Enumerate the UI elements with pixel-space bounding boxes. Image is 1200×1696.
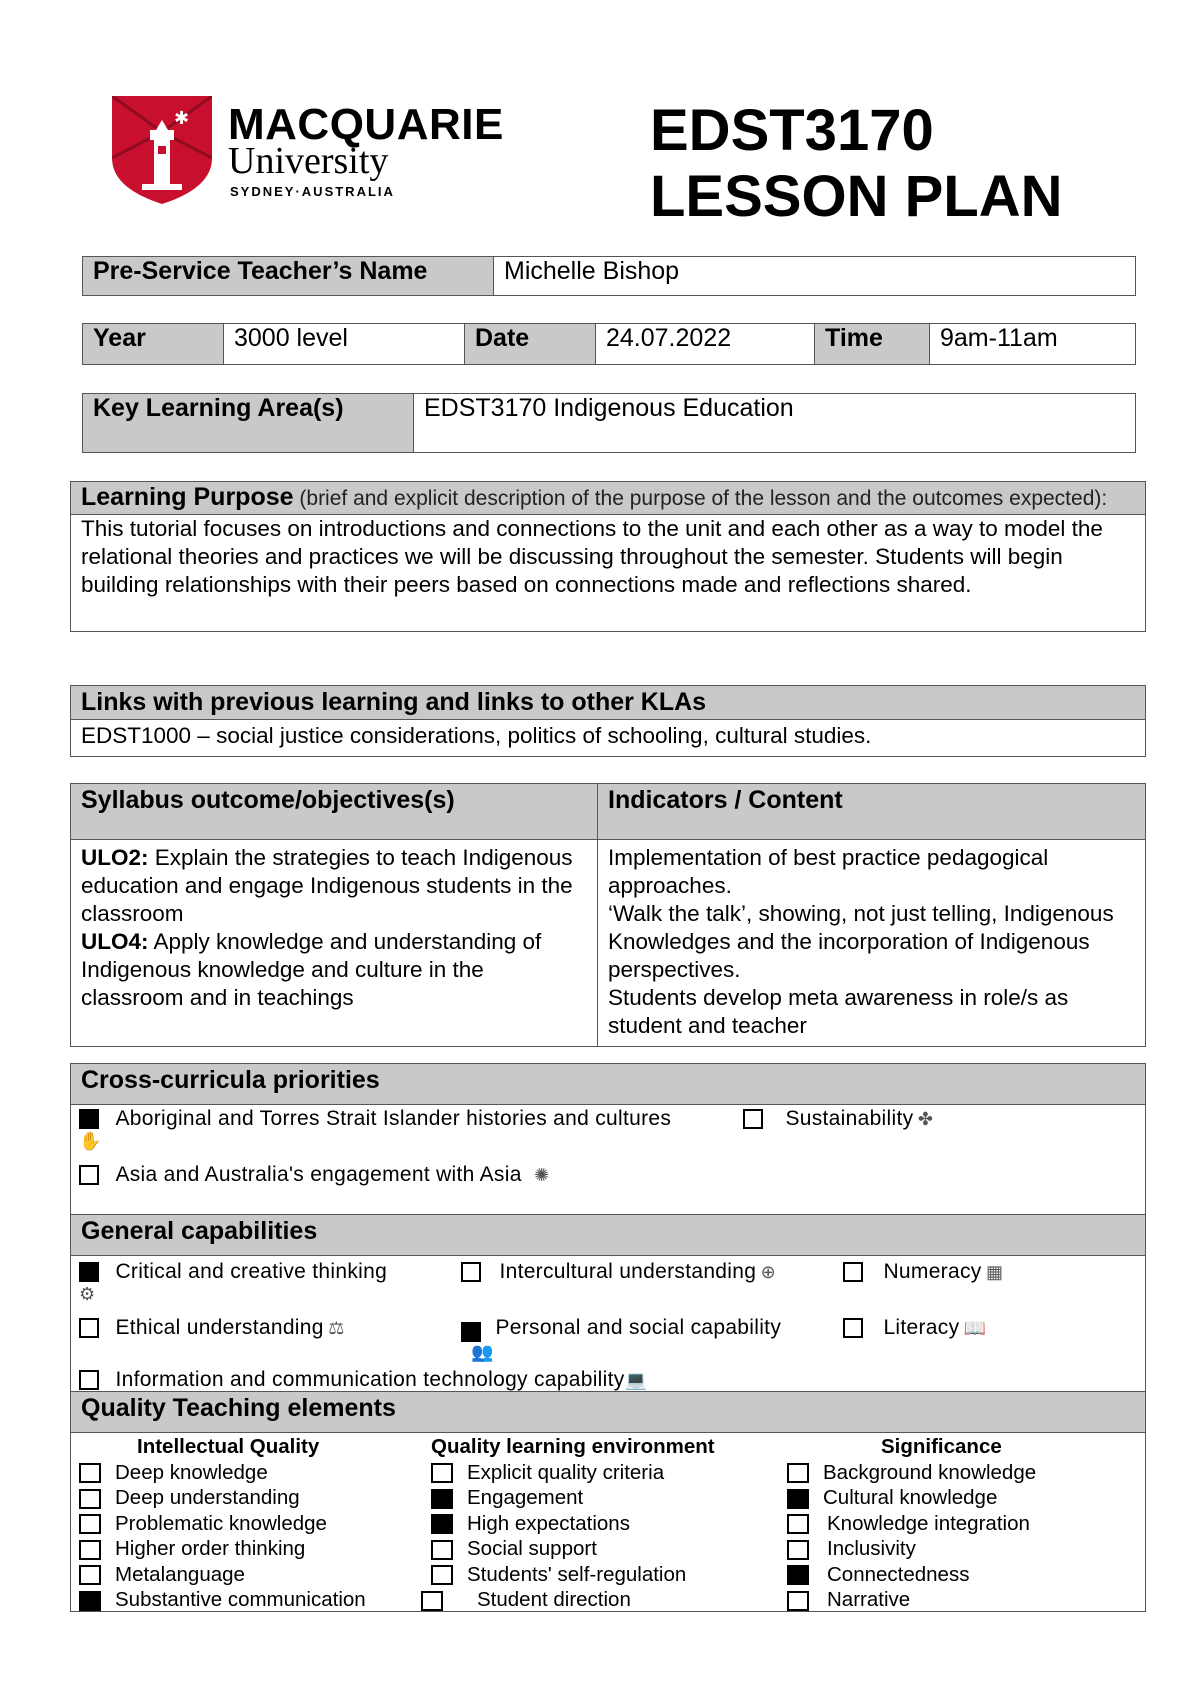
gc-label: Information and communication technology capability [115, 1368, 625, 1391]
checkbox[interactable] [787, 1591, 809, 1611]
qt-label: Problematic knowledge [115, 1511, 327, 1535]
checkbox[interactable] [461, 1262, 481, 1282]
checkbox[interactable] [843, 1318, 863, 1338]
gc-label: Critical and creative thinking [115, 1260, 388, 1283]
qt-item [787, 1562, 1036, 1588]
title-line-1: EDST3170 [650, 98, 934, 163]
checkbox-checked[interactable] [79, 1262, 99, 1282]
qt-label: Background knowledge [823, 1460, 1037, 1484]
qt-item [787, 1587, 1036, 1613]
qt-label: High expectations [467, 1511, 630, 1535]
qt-label: Metalanguage [115, 1562, 245, 1586]
checkbox[interactable] [79, 1165, 99, 1185]
indicators-heading: Indicators / Content [598, 784, 1146, 840]
laptop-icon: 💻 [624, 1369, 647, 1390]
qt-item [79, 1587, 366, 1613]
teacher-label: Pre-Service Teacher’s Name [83, 257, 494, 296]
people-icon: 👥 [471, 1342, 494, 1362]
checkbox[interactable] [431, 1565, 453, 1585]
checkbox[interactable] [79, 1370, 99, 1390]
kla-label: Key Learning Area(s) [83, 394, 414, 453]
time-label: Time [815, 324, 930, 365]
qt-label: Substantive communication [115, 1588, 366, 1611]
cc-item-sustainability [743, 1107, 933, 1131]
ulo2-label: ULO2: [81, 845, 149, 870]
checkbox[interactable] [787, 1514, 809, 1534]
links-text: EDST1000 – social justice considerations, politics of schooling, cultural studies. [71, 720, 1146, 757]
syllabus-section [70, 783, 1146, 1047]
learning-purpose-hint: (brief and explicit description of the purpose of the lesson and the outcomes expected): [299, 487, 1108, 510]
qt-column-significance [787, 1434, 1036, 1613]
gc-label: Ethical understanding [115, 1316, 324, 1339]
scales-icon: ⚖ [328, 1317, 345, 1338]
checkbox[interactable] [787, 1540, 809, 1560]
time-value: 9am-11am [930, 324, 1136, 365]
checkbox-checked[interactable] [787, 1565, 809, 1585]
cc-label: Aboriginal and Torres Strait Islander histories and cultures [115, 1107, 672, 1130]
cc-item-asia [79, 1163, 549, 1187]
gc-label: Literacy [883, 1316, 960, 1339]
qt-label: Knowledge integration [827, 1511, 1030, 1535]
qt-label: Social support [467, 1537, 597, 1560]
checkbox[interactable] [431, 1540, 453, 1560]
indicator-line: Implementation of best practice pedagogical approaches. [608, 845, 1049, 898]
ulo4-label: ULO4: [81, 929, 149, 954]
qt-item [79, 1562, 366, 1588]
date-label: Date [465, 324, 596, 365]
qt-label: Deep understanding [115, 1486, 300, 1509]
gc-label: Intercultural understanding [499, 1260, 757, 1283]
gc-item-ict [79, 1368, 647, 1392]
priorities-section [70, 1063, 1146, 1612]
links-section [70, 685, 1146, 757]
gc-item-personal [461, 1314, 781, 1363]
indicators-content [598, 840, 1146, 1047]
cross-curricula-heading: Cross-curricula priorities [71, 1064, 1145, 1105]
teacher-name: Michelle Bishop [494, 257, 1136, 296]
qt-item [787, 1511, 1036, 1537]
qt-item [431, 1562, 715, 1588]
qt-label: Deep knowledge [115, 1460, 268, 1484]
indicator-line: Students develop meta awareness in role/s as student and teacher [608, 985, 1069, 1038]
qt-label: Engagement [467, 1486, 584, 1509]
qt-item [787, 1485, 1036, 1511]
learning-purpose-text: This tutorial focuses on introductions and connections to the unit and each other as a way to model the relational theories and practices we will be discussing throughout the semester. Students will begin building relationships with their peers based on connections made and reflections shared. [71, 515, 1146, 632]
globe-asia-icon: ✺ [534, 1164, 550, 1185]
checkbox[interactable] [79, 1489, 101, 1509]
gc-item-intercultural [461, 1260, 776, 1284]
links-heading: Links with previous learning and links to other KLAs [71, 686, 1146, 720]
checkbox-checked[interactable] [431, 1514, 453, 1534]
syllabus-heading: Syllabus outcome/objectives(s) [71, 784, 598, 840]
qt-column-environment [431, 1434, 715, 1613]
ulo2-text: Explain the strategies to teach Indigenous education and engage Indigenous students in the classroom [81, 845, 573, 926]
kla-row [82, 393, 1136, 453]
teacher-row [82, 256, 1136, 296]
qt-item [79, 1485, 366, 1511]
indicator-line: ‘Walk the talk’, showing, not just telling, Indigenous Knowledges and the incorporation of Indigenous perspectives. [608, 901, 1114, 982]
qt-label: Narrative [827, 1588, 911, 1611]
checkbox[interactable] [743, 1109, 763, 1129]
globe-icon: ⊕ [760, 1261, 776, 1282]
qt-item [79, 1460, 366, 1486]
gc-item-numeracy [843, 1260, 1003, 1284]
qt-item [431, 1485, 715, 1511]
cc-label: Sustainability [785, 1107, 914, 1130]
svg-text:✱: ✱ [174, 108, 190, 129]
cc-label: Asia and Australia's engagement with Asia [115, 1163, 522, 1186]
brand-location: SYDNEY·AUSTRALIA [230, 184, 395, 199]
plant-icon: ✤ [917, 1108, 933, 1129]
checkbox[interactable] [79, 1540, 101, 1560]
learning-purpose-heading: Learning Purpose [81, 483, 294, 511]
qt-label: Inclusivity [827, 1537, 916, 1560]
qt-item [431, 1460, 715, 1486]
gc-label: Numeracy [883, 1260, 982, 1283]
book-icon: 📖 [963, 1317, 987, 1338]
checkbox[interactable] [79, 1514, 101, 1534]
date-value: 24.07.2022 [596, 324, 815, 365]
checkbox-checked[interactable] [461, 1322, 481, 1342]
hands-icon: ✋ [79, 1131, 102, 1151]
qt-item [421, 1587, 715, 1613]
learning-purpose-header [71, 482, 1146, 515]
qt-item [431, 1511, 715, 1537]
qt-column-title: Significance [881, 1435, 1002, 1458]
year-label: Year [83, 324, 224, 365]
qt-column-title: Intellectual Quality [137, 1435, 320, 1458]
checkbox-checked[interactable] [787, 1489, 809, 1509]
qt-label: Cultural knowledge [823, 1486, 998, 1509]
learning-purpose [70, 481, 1146, 632]
document-title [650, 98, 1063, 230]
title-line-2: LESSON PLAN [650, 164, 1063, 229]
checkbox-checked[interactable] [79, 1591, 101, 1611]
checkbox[interactable] [787, 1463, 809, 1483]
checkbox[interactable] [843, 1262, 863, 1282]
year-value: 3000 level [224, 324, 465, 365]
cc-item-aboriginal [79, 1107, 671, 1152]
gc-label: Personal and social capability [495, 1316, 782, 1339]
gc-item-critical [79, 1260, 387, 1305]
general-capabilities-heading: General capabilities [71, 1214, 1145, 1256]
qt-label: Connectedness [827, 1562, 970, 1586]
qt-item [79, 1536, 366, 1562]
gears-icon: ⚙ [79, 1284, 96, 1304]
qt-item [79, 1511, 366, 1537]
checkbox[interactable] [79, 1463, 101, 1483]
syllabus-outcomes [71, 840, 598, 1047]
brand-name: MACQUARIE [228, 100, 504, 149]
qt-label: Higher order thinking [115, 1537, 306, 1560]
qt-label: Student direction [477, 1588, 631, 1611]
gc-item-ethical [79, 1316, 344, 1340]
gc-item-literacy [843, 1316, 986, 1340]
details-row [82, 323, 1136, 365]
checkbox[interactable] [79, 1318, 99, 1338]
checkbox[interactable] [79, 1565, 101, 1585]
quality-teaching-heading: Quality Teaching elements [71, 1391, 1145, 1433]
qt-item [787, 1536, 1036, 1562]
macquarie-logo [112, 96, 212, 204]
brand-subtitle: University [228, 140, 389, 182]
qt-column-intellectual [79, 1434, 366, 1613]
qt-column-title: Quality learning environment [431, 1435, 715, 1458]
calculator-icon: ▦ [986, 1261, 1004, 1282]
checkbox-checked[interactable] [79, 1109, 99, 1129]
qt-label: Students' self-regulation [467, 1562, 687, 1586]
qt-label: Explicit quality criteria [467, 1460, 665, 1484]
checkbox[interactable] [431, 1463, 453, 1483]
qt-item [431, 1536, 715, 1562]
checkbox-checked[interactable] [431, 1489, 453, 1509]
checkbox[interactable] [421, 1591, 443, 1611]
kla-value: EDST3170 Indigenous Education [414, 394, 1136, 453]
ulo4-text: Apply knowledge and understanding of Indigenous knowledge and culture in the classroom and in teachings [81, 929, 542, 1010]
qt-item [787, 1460, 1036, 1486]
